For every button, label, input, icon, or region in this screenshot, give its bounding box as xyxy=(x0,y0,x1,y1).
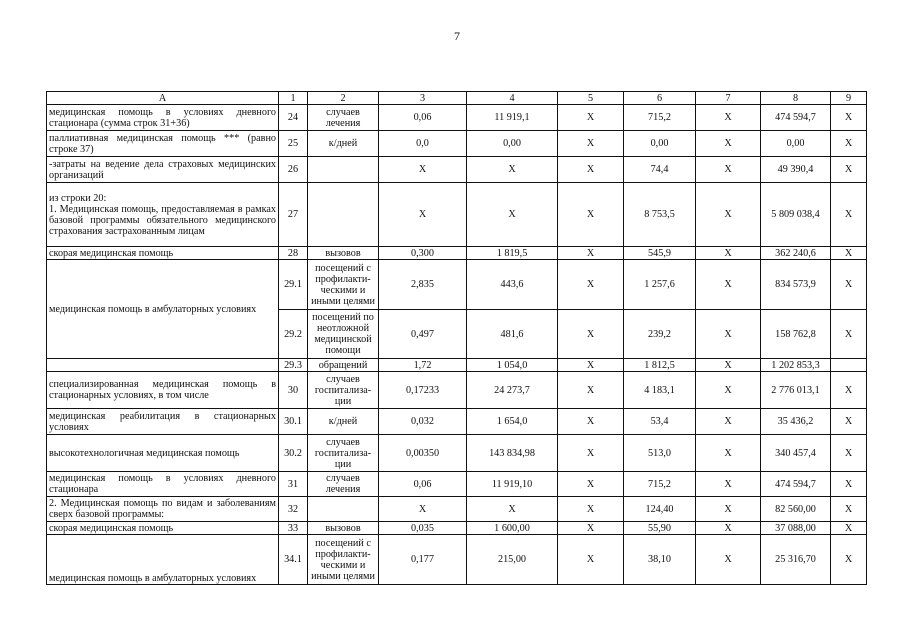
header-row xyxy=(47,92,867,105)
row-description: паллиативная медицинская помощь *** (равно строке 37) xyxy=(47,131,279,157)
cell-col9: X xyxy=(831,409,867,435)
cell-col8: 474 594,7 xyxy=(761,105,831,131)
row-unit xyxy=(308,497,379,522)
cell-col8: 5 809 038,4 xyxy=(761,183,831,247)
cell-col7: X xyxy=(696,260,761,310)
row-code: 25 xyxy=(279,131,308,157)
cell-col4: 215,00 xyxy=(467,535,558,585)
cell-col5: X xyxy=(558,157,624,183)
cell-col5: X xyxy=(558,260,624,310)
cell-col6: 55,90 xyxy=(624,522,696,535)
cell-col4: 443,6 xyxy=(467,260,558,310)
cell-col4: 1 819,5 xyxy=(467,247,558,260)
header-cell: 7 xyxy=(696,92,761,105)
cell-col6: 38,10 xyxy=(624,535,696,585)
cell-col8: 834 573,9 xyxy=(761,260,831,310)
table-row xyxy=(47,183,867,247)
cell-col5: X xyxy=(558,247,624,260)
row-code: 29.3 xyxy=(279,359,308,372)
cell-col5: X xyxy=(558,522,624,535)
cell-col3: X xyxy=(379,183,467,247)
cell-col7: X xyxy=(696,105,761,131)
row-unit: посещений с профилакти-ческими и иными целями xyxy=(308,260,379,310)
cell-col8: 0,00 xyxy=(761,131,831,157)
row-code: 29.2 xyxy=(279,310,308,359)
cell-col3: X xyxy=(379,157,467,183)
table-row xyxy=(47,435,867,472)
cell-col5: X xyxy=(558,131,624,157)
row-code: 28 xyxy=(279,247,308,260)
cell-col6: 545,9 xyxy=(624,247,696,260)
header-cell: 1 xyxy=(279,92,308,105)
header-cell: 6 xyxy=(624,92,696,105)
cell-col4: 11 919,1 xyxy=(467,105,558,131)
row-code: 34.1 xyxy=(279,535,308,585)
cell-col3: 0,177 xyxy=(379,535,467,585)
row-unit: посещений по неотложной медицинской помощи xyxy=(308,310,379,359)
cell-col5: X xyxy=(558,435,624,472)
header-cell: 5 xyxy=(558,92,624,105)
row-description xyxy=(47,359,279,372)
cell-col3: 0,032 xyxy=(379,409,467,435)
cell-col3: 0,497 xyxy=(379,310,467,359)
row-code: 30 xyxy=(279,372,308,409)
header-cell: 8 xyxy=(761,92,831,105)
row-description: медицинская помощь в амбулаторных условиях xyxy=(47,535,279,585)
cell-col4: X xyxy=(467,157,558,183)
cell-col4: 143 834,98 xyxy=(467,435,558,472)
cell-col5: X xyxy=(558,372,624,409)
row-description: 2. Медицинская помощь по видам и заболеваниям сверх базовой программы: xyxy=(47,497,279,522)
cell-col8: 340 457,4 xyxy=(761,435,831,472)
cell-col5: X xyxy=(558,183,624,247)
cell-col9: X xyxy=(831,183,867,247)
row-unit: случаев госпитализа-ции xyxy=(308,435,379,472)
cell-col3: 0,06 xyxy=(379,105,467,131)
row-unit: случаев лечения xyxy=(308,472,379,497)
cell-col9: X xyxy=(831,131,867,157)
row-code: 32 xyxy=(279,497,308,522)
cell-col8: 49 390,4 xyxy=(761,157,831,183)
page-number: 7 xyxy=(454,29,460,43)
cell-col4: 481,6 xyxy=(467,310,558,359)
row-description: скорая медицинская помощь xyxy=(47,522,279,535)
cell-col4: 1 054,0 xyxy=(467,359,558,372)
cell-col5: X xyxy=(558,535,624,585)
cell-col9 xyxy=(831,359,867,372)
cell-col6: 8 753,5 xyxy=(624,183,696,247)
row-unit xyxy=(308,157,379,183)
cell-col9: X xyxy=(831,435,867,472)
cell-col9: X xyxy=(831,372,867,409)
row-unit: к/дней xyxy=(308,409,379,435)
cell-col9: X xyxy=(831,260,867,310)
cell-col7: X xyxy=(696,359,761,372)
row-description: медицинская помощь в амбулаторных условиях xyxy=(47,260,279,359)
table-row xyxy=(47,131,867,157)
cell-col7: X xyxy=(696,310,761,359)
row-code: 27 xyxy=(279,183,308,247)
table-row xyxy=(47,535,867,585)
header-cell: 3 xyxy=(379,92,467,105)
table-row xyxy=(47,372,867,409)
row-description: медицинская помощь в условиях дневного стационара (сумма строк 31+36) xyxy=(47,105,279,131)
cell-col7: X xyxy=(696,131,761,157)
cell-col5: X xyxy=(558,497,624,522)
cell-col6: 715,2 xyxy=(624,472,696,497)
table-row xyxy=(47,247,867,260)
cell-col9: X xyxy=(831,535,867,585)
cell-col8: 35 436,2 xyxy=(761,409,831,435)
table-row xyxy=(47,497,867,522)
row-description: медицинская помощь в условиях дневного стационара xyxy=(47,472,279,497)
table-row xyxy=(47,409,867,435)
row-code: 24 xyxy=(279,105,308,131)
cell-col9: X xyxy=(831,157,867,183)
row-code: 33 xyxy=(279,522,308,535)
cell-col3: 0,17233 xyxy=(379,372,467,409)
cell-col8: 37 088,00 xyxy=(761,522,831,535)
cell-col7: X xyxy=(696,535,761,585)
cell-col7: X xyxy=(696,409,761,435)
row-description: медицинская реабилитация в стационарных условиях xyxy=(47,409,279,435)
cell-col9: X xyxy=(831,310,867,359)
cell-col7: X xyxy=(696,157,761,183)
cell-col3: X xyxy=(379,497,467,522)
cell-col6: 124,40 xyxy=(624,497,696,522)
cell-col8: 82 560,00 xyxy=(761,497,831,522)
cell-col7: X xyxy=(696,522,761,535)
cell-col3: 1,72 xyxy=(379,359,467,372)
row-description: высокотехнологичная медицинская помощь xyxy=(47,435,279,472)
cell-col8: 25 316,70 xyxy=(761,535,831,585)
row-code: 29.1 xyxy=(279,260,308,310)
table-row xyxy=(47,359,867,372)
cell-col8: 2 776 013,1 xyxy=(761,372,831,409)
cell-col8: 158 762,8 xyxy=(761,310,831,359)
row-description: специализированная медицинская помощь в стационарных условиях, в том числе xyxy=(47,372,279,409)
cell-col6: 53,4 xyxy=(624,409,696,435)
row-unit: вызовов xyxy=(308,247,379,260)
cell-col6: 0,00 xyxy=(624,131,696,157)
cell-col7: X xyxy=(696,247,761,260)
cell-col6: 1 812,5 xyxy=(624,359,696,372)
cell-col6: 4 183,1 xyxy=(624,372,696,409)
cell-col4: 0,00 xyxy=(467,131,558,157)
cell-col3: 0,00350 xyxy=(379,435,467,472)
cell-col3: 0,300 xyxy=(379,247,467,260)
cell-col4: 11 919,10 xyxy=(467,472,558,497)
cell-col4: X xyxy=(467,497,558,522)
row-unit: вызовов xyxy=(308,522,379,535)
table-row xyxy=(47,260,867,310)
row-unit: случаев лечения xyxy=(308,105,379,131)
cell-col7: X xyxy=(696,372,761,409)
data-table xyxy=(46,91,867,585)
cell-col9: X xyxy=(831,522,867,535)
cell-col9: X xyxy=(831,497,867,522)
cell-col3: 0,035 xyxy=(379,522,467,535)
row-description: из строки 20: 1. Медицинская помощь, предоставляемая в рамках базовой программы обязательного медицинского страхования застрахованным лицам xyxy=(47,183,279,247)
row-unit: обращений xyxy=(308,359,379,372)
cell-col8: 362 240,6 xyxy=(761,247,831,260)
cell-col4: 1 654,0 xyxy=(467,409,558,435)
cell-col6: 513,0 xyxy=(624,435,696,472)
cell-col3: 0,0 xyxy=(379,131,467,157)
row-code: 31 xyxy=(279,472,308,497)
cell-col9: X xyxy=(831,105,867,131)
header-cell: 2 xyxy=(308,92,379,105)
row-unit xyxy=(308,183,379,247)
row-description: скорая медицинская помощь xyxy=(47,247,279,260)
row-unit: случаев госпитализа-ции xyxy=(308,372,379,409)
row-code: 26 xyxy=(279,157,308,183)
table-row xyxy=(47,472,867,497)
row-unit: посещений с профилакти-ческими и иными целями xyxy=(308,535,379,585)
cell-col7: X xyxy=(696,435,761,472)
cell-col9: X xyxy=(831,472,867,497)
cell-col5: X xyxy=(558,472,624,497)
row-unit: к/дней xyxy=(308,131,379,157)
header-cell: 4 xyxy=(467,92,558,105)
cell-col7: X xyxy=(696,183,761,247)
cell-col5: X xyxy=(558,409,624,435)
cell-col6: 74,4 xyxy=(624,157,696,183)
row-code: 30.2 xyxy=(279,435,308,472)
cell-col9: X xyxy=(831,247,867,260)
cell-col5: X xyxy=(558,310,624,359)
table-row xyxy=(47,105,867,131)
cell-col3: 0,06 xyxy=(379,472,467,497)
cell-col4: 1 600,00 xyxy=(467,522,558,535)
cell-col8: 1 202 853,3 xyxy=(761,359,831,372)
cell-col6: 715,2 xyxy=(624,105,696,131)
header-cell: А xyxy=(47,92,279,105)
cell-col7: X xyxy=(696,497,761,522)
table-row xyxy=(47,522,867,535)
cell-col6: 1 257,6 xyxy=(624,260,696,310)
cell-col5: X xyxy=(558,359,624,372)
cell-col8: 474 594,7 xyxy=(761,472,831,497)
cell-col3: 2,835 xyxy=(379,260,467,310)
cell-col7: X xyxy=(696,472,761,497)
cell-col5: X xyxy=(558,105,624,131)
row-code: 30.1 xyxy=(279,409,308,435)
cell-col4: 24 273,7 xyxy=(467,372,558,409)
cell-col6: 239,2 xyxy=(624,310,696,359)
table-row xyxy=(47,157,867,183)
header-cell: 9 xyxy=(831,92,867,105)
cell-col4: X xyxy=(467,183,558,247)
row-description: -затраты на ведение дела страховых медицинских организаций xyxy=(47,157,279,183)
